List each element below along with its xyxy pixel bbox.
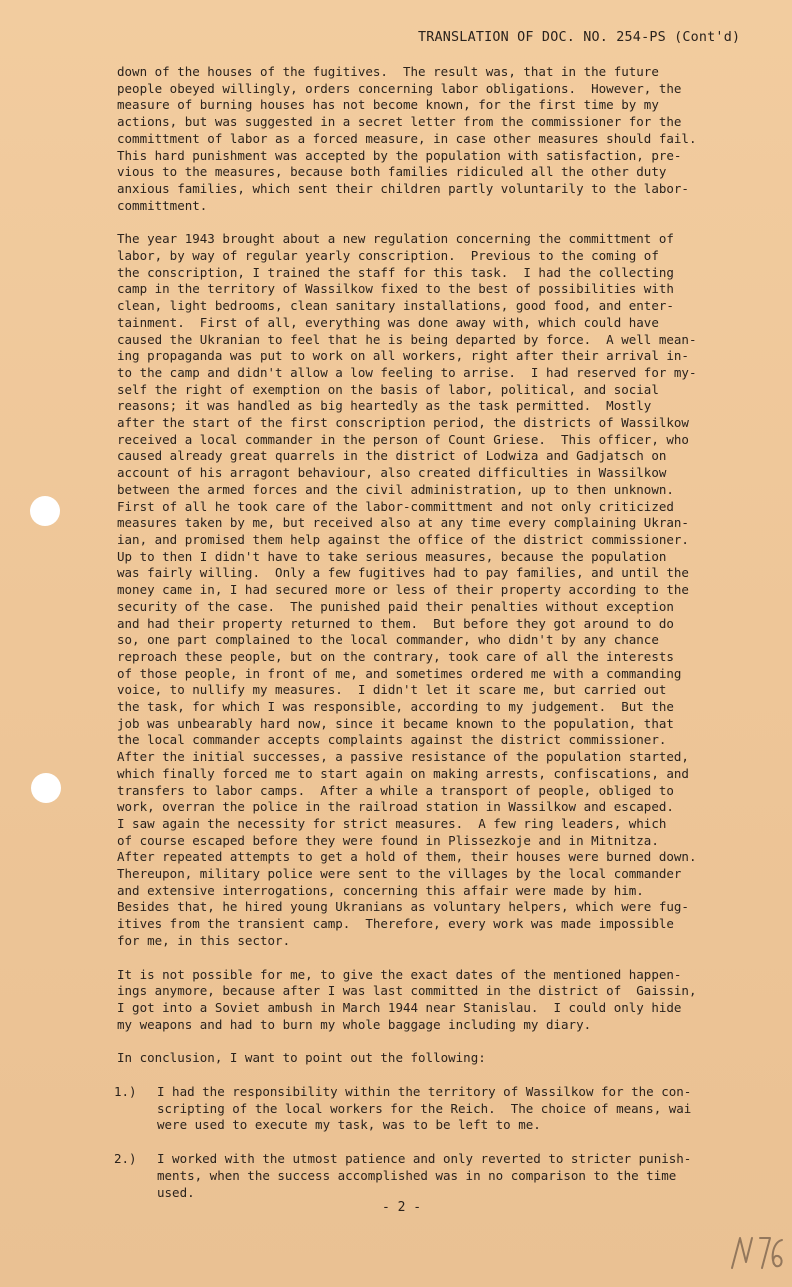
punch-hole [30,496,60,526]
list-item-2 [114,1151,747,1201]
handwritten-mark-icon [726,1232,786,1272]
paragraph-1: down of the houses of the fugitives. The result was, that in the future people obeyed willingly, orders concerning labor obligations. However, the measure of burning houses has not become known, for the first time by my actions, but was suggested in a secret letter from the commissioner for the committment of labor as a forced measure, in case other measures should fail. This hard punishment was accepted by the population with satisfaction, pre- vious to the measures, because both families ridiculed all the other duty anxious families, which sent their children partly voluntarily to the labor- committment. [117,64,697,213]
document-body [114,64,747,1201]
paragraph-3: It is not possible for me, to give the exact dates of the mentioned happen- ings anymore, because after I was last committed in the district of Gaissin, I got into a Soviet ambush in March 1944 near Stanislau. I could only hide my weapons and had to burn my whole baggage including my diary. [117,966,697,1032]
list-item-1 [114,1084,747,1134]
list-item-number: 1.) [114,1084,137,1100]
list-item-text: I worked with the utmost patience and only reverted to stricter punish- ments, when the success accomplished was in no comparison to the time used. [157,1151,692,1200]
page-number: - 2 - [382,1200,422,1215]
document-header: TRANSLATION OF DOC. NO. 254-PS (Cont'd) [418,30,741,45]
punch-hole [31,773,61,803]
list-item-text: I had the responsibility within the territory of Wassilkow for the con- scripting of the local workers for the Reich. The choice of means, wai were used to execute my task, was to be left to me. [157,1084,692,1133]
list-item-number: 2.) [114,1151,137,1167]
paragraph-4: In conclusion, I want to point out the following: [117,1050,486,1066]
paragraph-2: The year 1943 brought about a new regulation concerning the committment of labor, by way of regular yearly conscription. Previous to the coming of the conscription, I trained the staff for this task. I had the collecting camp in the territory of Wassilkow fixed to the best of possibilities with clean, light bedrooms, clean sanitary installations, good food, and enter- tainment. First of all, everything was done away with, which could have caused the Ukranian to feel that he is being departed by force. A well mean- ing propaganda was put to work on all workers, right after their arrival in- to the camp and didn't allow a low feeling to arrise. I had reserved for my- self the right of exemption on the basis of labor, political, and social reasons; it was handled as big heartedly as the task permitted. Mostly after the start of the first conscription period, the districts of Wassilkow received a local commander in the person of Count Griese. This officer, who caused already great quarrels in the district of Lodwiza and Gadjatsch on account of his arragont behaviour, also created difficulties in Wassilkow between the armed forces and the civil administration, up to then unknown. First of all he took care of the labor-committment and not only criticized measures taken by me, but received also at any time every complaining Ukran- ian, and promised them help against the office of the district commissioner. Up to then I didn't have to take serious measures, because the population was fairly willing. Only a few fugitives had to pay families, and until the money came in, I had secured more or less of their property according to the security of the case. The punished paid their penalties without exception and had their property returned to them. But before they got around to do so, one part complained to the local commander, who didn't by any chance reproach these people, but on the contrary, took care of all the interests of those people, in front of me, and sometimes ordered me with a commanding voice, to nullify my measures. I didn't let it scare me, but carried out the task, for which I was responsible, according to my judgement. But the job was unbearably hard now, since it became known to the population, that the local commander accepts complaints against the district commissioner. After the initial successes, a passive resistance of the population started, which finally forced me to start again on making arrests, confiscations, and transfers to labor camps. After a while a transport of people, obliged to work, overran the police in the railroad station in Wassilkow and escaped. I saw again the necessity for strict measures. A few ring leaders, which of course escaped before they were found in Plissezkoje and in Mitnitza. After repeated attempts to get a hold of them, their houses were burned down. Thereupon, military police were sent to the villages by the local commander and extensive interrogations, concerning this affair were made by him. Besides that, he hired young Ukranians as voluntary helpers, which were fug- itives from the transient camp. Therefore, every work was made impossible for me, in this sector. [117,231,697,948]
